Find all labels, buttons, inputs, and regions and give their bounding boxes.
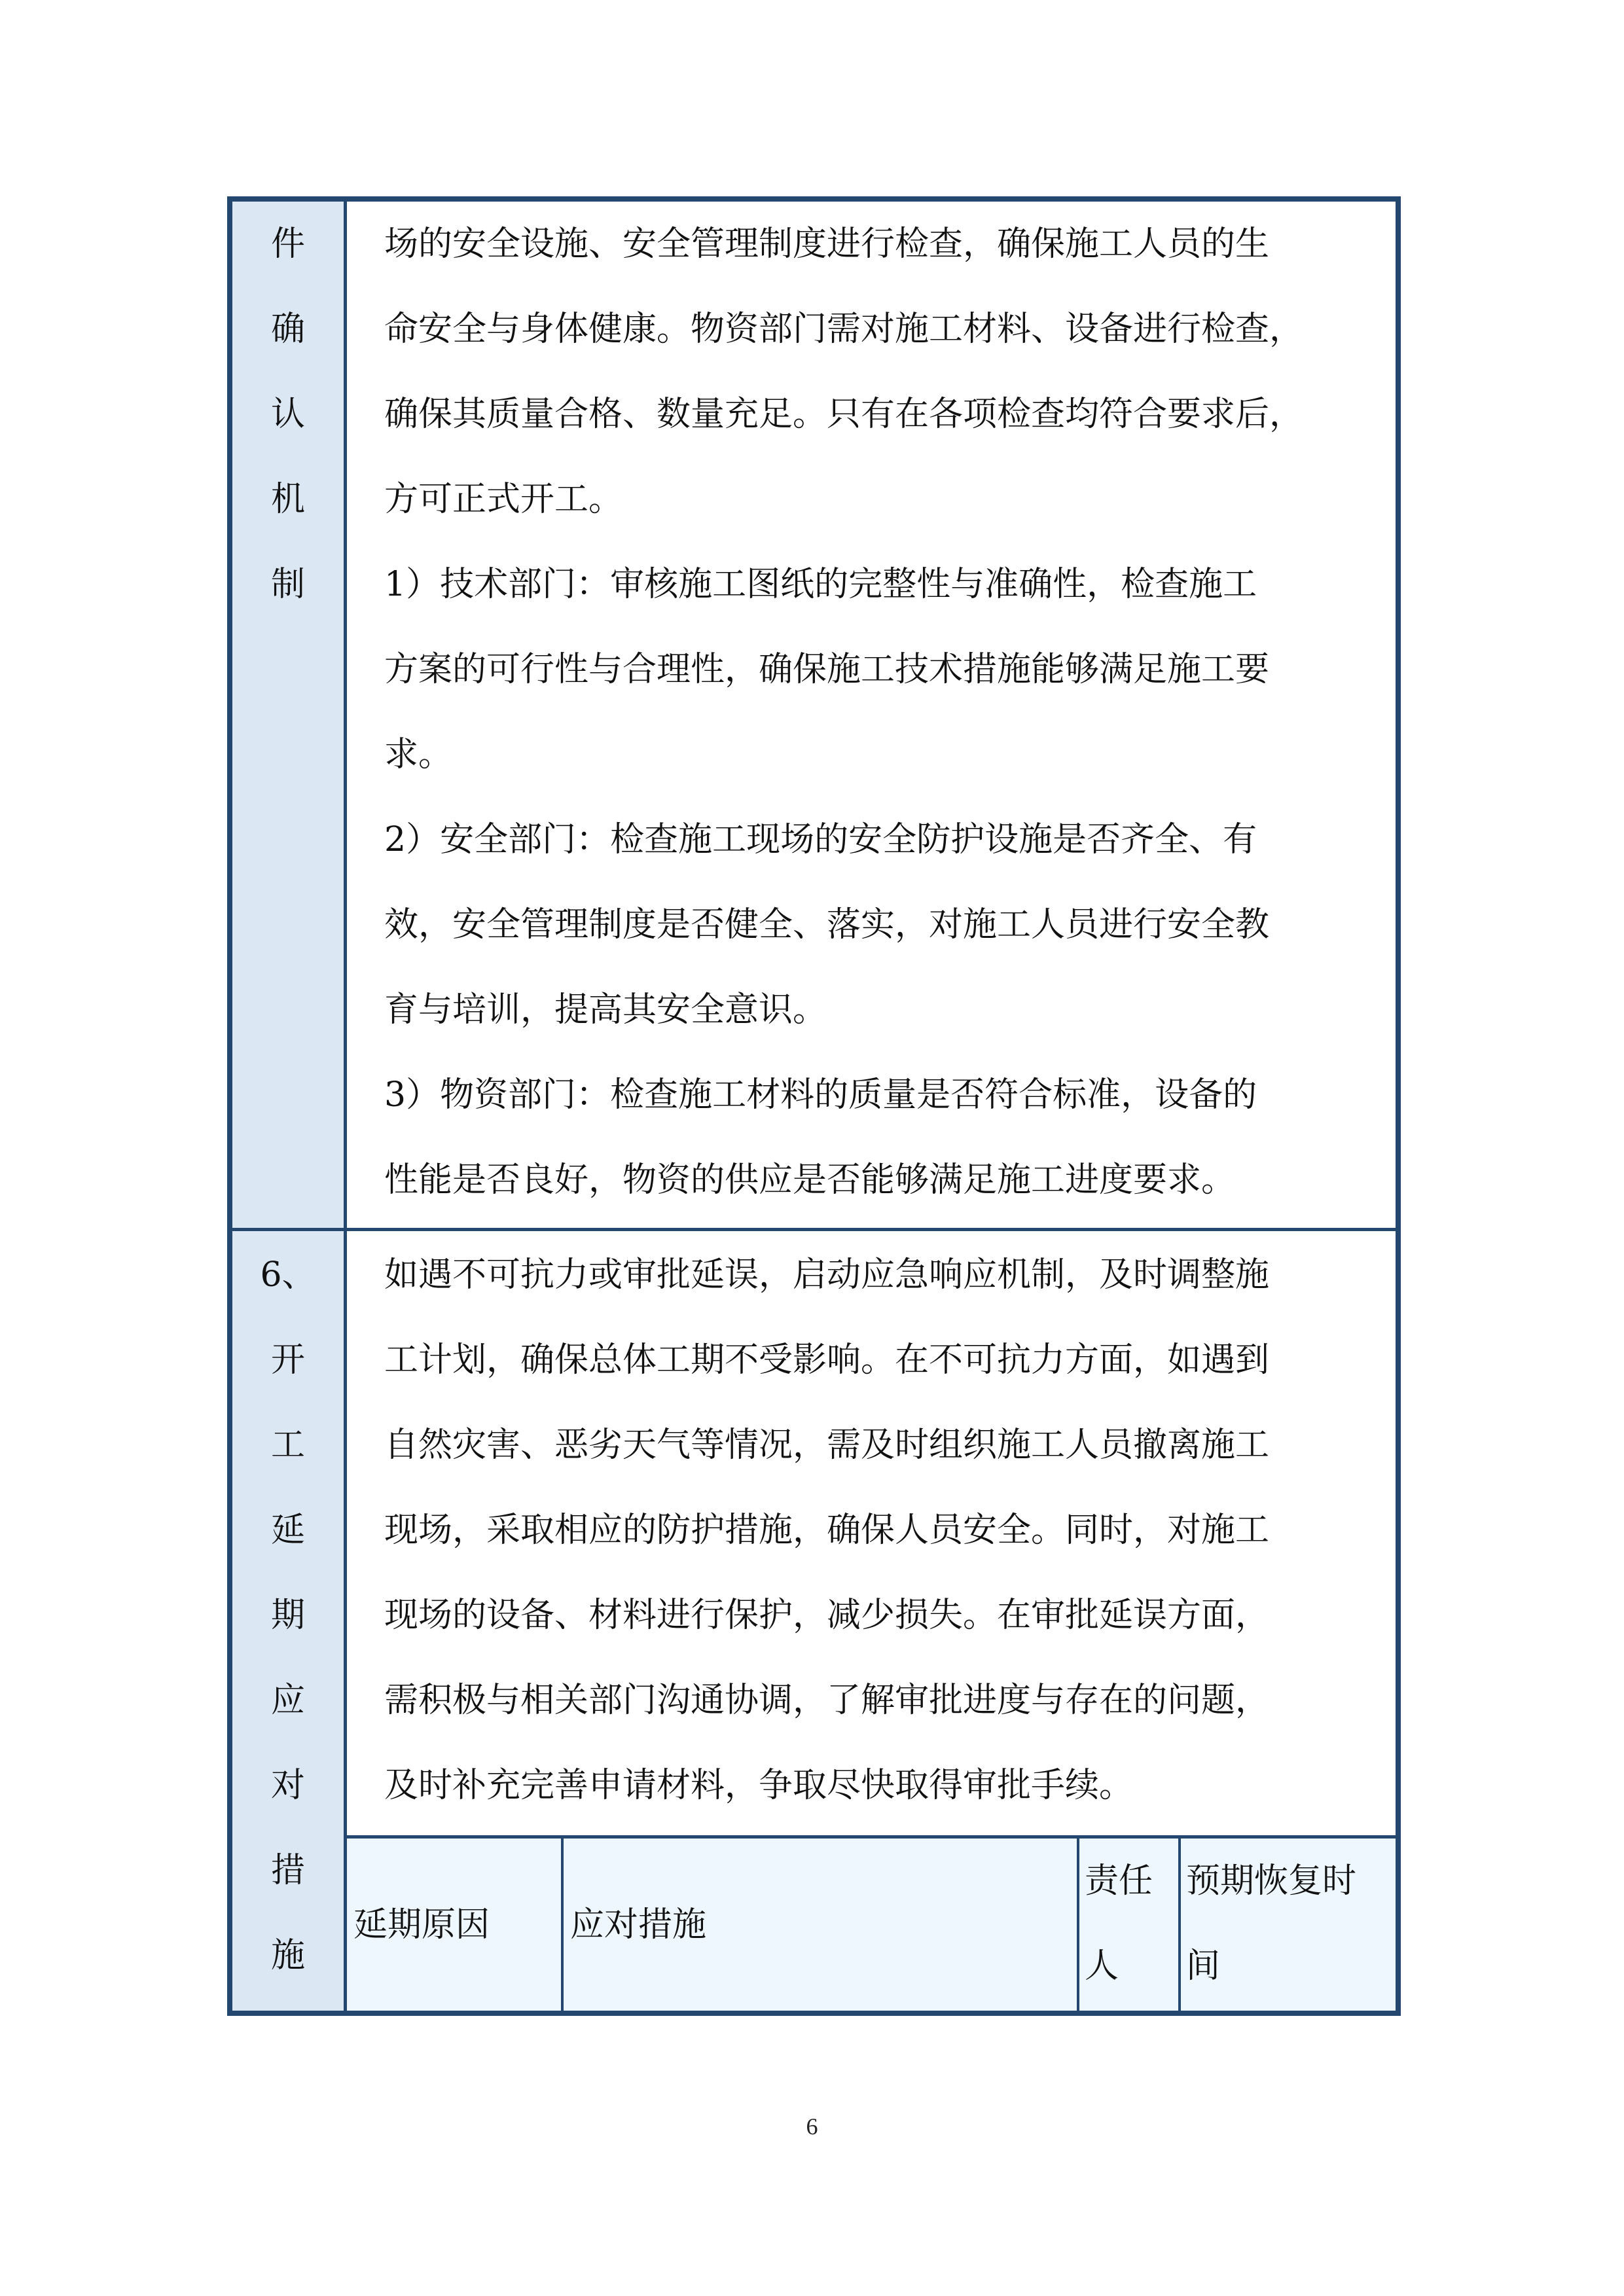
text-line: 及时补充完善申请材料，争取尽快取得审批手续。: [384, 1766, 1134, 1805]
header-text: 预期恢复时: [1186, 1861, 1357, 1901]
header-text: 人: [1085, 1946, 1119, 1986]
label-char: 6、: [260, 1255, 316, 1295]
text-line: 命安全与身体健康。物资部门需对施工材料、设备进行检查，: [384, 310, 1304, 349]
section-5-content: [384, 202, 1379, 1223]
text-line: 现场的设备、材料进行保护，减少损失。在审批延误方面，: [384, 1596, 1270, 1635]
label-char: 件: [270, 224, 305, 264]
header-delay-reason: [347, 1839, 561, 2011]
text-line: 自然灾害、恶劣天气等情况，需及时组织施工人员撤离施工: [384, 1426, 1270, 1465]
header-text: 间: [1186, 1946, 1221, 1986]
text-line: 1）技术部门：审核施工图纸的完整性与准确性，检查施工: [384, 565, 1257, 604]
label-char: 延: [270, 1511, 305, 1550]
label-char: 应: [270, 1681, 305, 1720]
label-char: 开: [270, 1340, 305, 1380]
text-line: 工计划，确保总体工期不受影响。在不可抗力方面，如遇到: [384, 1340, 1270, 1380]
header-owner: [1077, 1839, 1178, 2011]
label-char: 机: [270, 480, 305, 519]
text-line: 求。: [384, 735, 453, 774]
header-measures: [561, 1839, 1077, 2011]
text-line: 需积极与相关部门沟通协调，了解审批进度与存在的问题，: [384, 1681, 1270, 1720]
text-line: 育与培训，提高其安全意识。: [384, 990, 827, 1030]
header-text: 责任: [1085, 1861, 1153, 1901]
label-char: 确: [270, 310, 305, 349]
text-line: 3）物资部门：检查施工材料的质量是否符合标准，设备的: [384, 1075, 1257, 1115]
label-char: 措: [270, 1851, 305, 1890]
label-char: 制: [270, 565, 305, 604]
section-5-label: [232, 202, 344, 627]
label-char: 施: [270, 1936, 305, 1975]
text-line: 确保其质量合格、数量充足。只有在各项检查均符合要求后，: [384, 395, 1304, 434]
header-recovery-time: [1178, 1839, 1396, 2011]
header-text: 应对措施: [570, 1905, 707, 1945]
label-char: 对: [270, 1766, 305, 1805]
text-line: 效，安全管理制度是否健全、落实，对施工人员进行安全教: [384, 905, 1270, 944]
section-6-content: [384, 1232, 1379, 1828]
section-6-label: [232, 1232, 344, 1998]
text-line: 现场，采取相应的防护措施，确保人员安全。同时，对施工: [384, 1511, 1270, 1550]
document-table: [227, 196, 1401, 2016]
label-char: 期: [270, 1596, 305, 1635]
delay-table-header: [347, 1835, 1396, 2011]
text-line: 性能是否良好，物资的供应是否能够满足施工进度要求。: [384, 1160, 1236, 1200]
page-number: 6: [806, 2113, 818, 2140]
text-line: 场的安全设施、安全管理制度进行检查，确保施工人员的生: [384, 224, 1270, 264]
label-char: 认: [270, 395, 305, 434]
label-char: 工: [270, 1426, 305, 1465]
text-line: 如遇不可抗力或审批延误，启动应急响应机制，及时调整施: [384, 1255, 1270, 1295]
text-line: 方案的可行性与合理性，确保施工技术措施能够满足施工要: [384, 650, 1270, 689]
text-line: 2）安全部门：检查施工现场的安全防护设施是否齐全、有: [384, 820, 1257, 859]
text-line: 方可正式开工。: [384, 480, 623, 519]
header-text: 延期原因: [353, 1905, 490, 1945]
row-divider: [232, 1228, 1396, 1231]
